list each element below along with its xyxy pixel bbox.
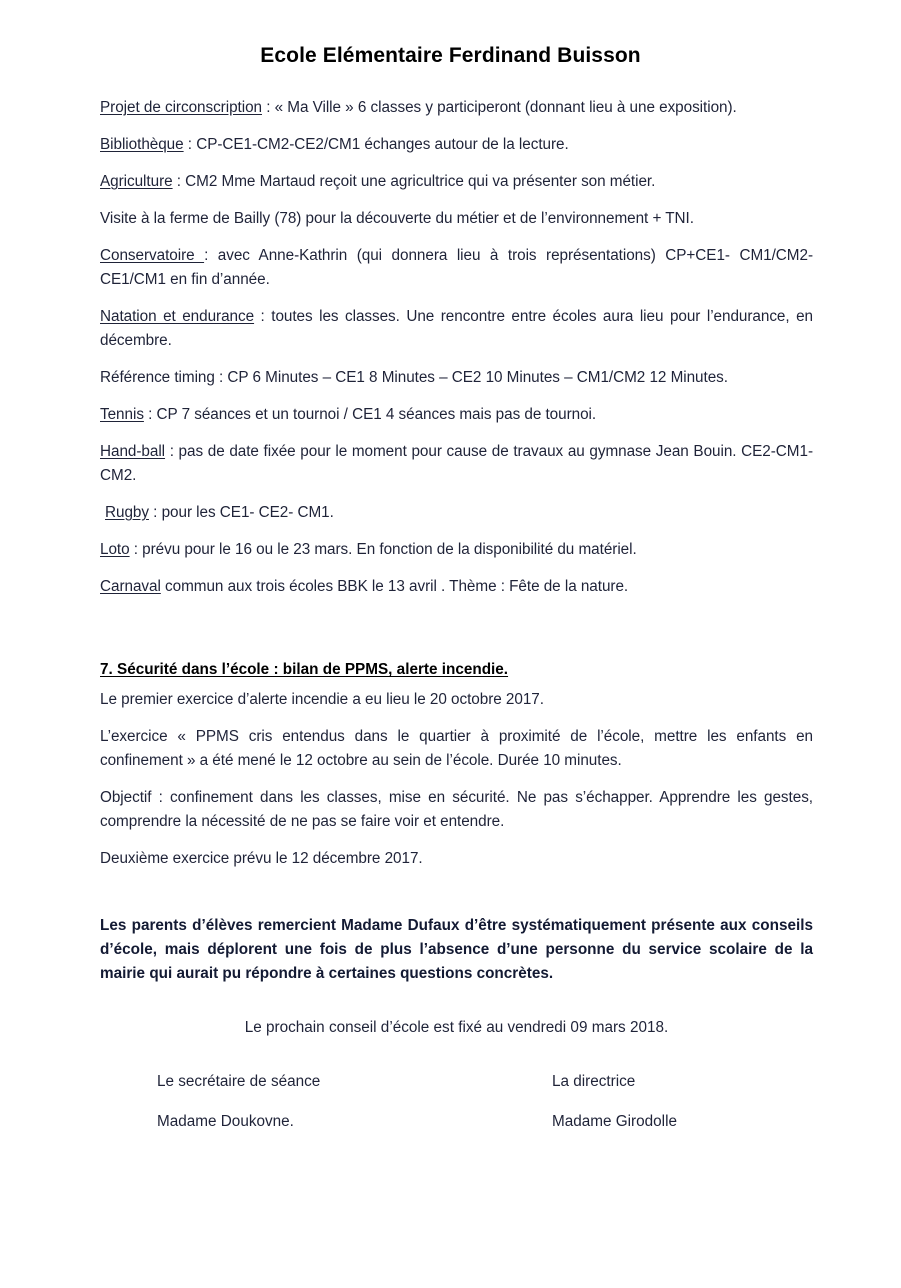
paragraph-rugby	[100, 501, 813, 525]
section-heading-securite: 7. Sécurité dans l’école : bilan de PPMS, alerte incendie.	[100, 661, 509, 678]
signature-role-director: La directrice	[552, 1073, 636, 1090]
paragraph-label: Rugby	[105, 504, 149, 521]
paragraph-agriculture	[100, 170, 813, 194]
paragraph-text: : CM2 Mme Martaud reçoit une agricultrice qui va présenter son métier.	[172, 173, 656, 190]
paragraph-text: Le premier exercice d’alerte incendie a eu lieu le 20 octobre 2017.	[100, 691, 544, 708]
paragraph-label: Tennis	[100, 406, 144, 423]
signature-names-row	[157, 1110, 757, 1134]
paragraph-text: : pour les CE1- CE2- CM1.	[148, 504, 334, 521]
paragraph-carnaval	[100, 575, 813, 599]
paragraph-text: Référence timing : CP 6 Minutes – CE1 8 Minutes – CE2 10 Minutes – CM1/CM2 12 Minutes.	[100, 369, 728, 386]
paragraph-remerciements-parents: Les parents d’élèves remercient Madame Dufaux d’être systématiquement présente aux conseils d’école, mais déplorent une fois de plus l’absence d’une personne du service scolaire de la mairie qui aurait pu répondre à certaines questions concrètes.	[100, 917, 813, 982]
next-meeting-line: Le prochain conseil d’école est fixé au vendredi 09 mars 2018.	[244, 1019, 669, 1036]
paragraph-label: Projet de circonscription	[100, 99, 262, 116]
signature-name-secretary: Madame Doukovne.	[157, 1113, 294, 1130]
signature-name-director: Madame Girodolle	[552, 1113, 677, 1130]
paragraph-reference-timing	[100, 366, 813, 390]
paragraph-deuxieme-exercice	[100, 847, 813, 871]
paragraph-text: : pas de date fixée pour le moment pour cause de travaux au gymnase Jean Bouin. CE2-CM1-CM2.	[100, 443, 813, 484]
paragraph-visite-ferme	[100, 207, 813, 231]
paragraph-text: Objectif : confinement dans les classes, mise en sécurité. Ne pas s’échapper. Apprendre les gestes, comprendre la nécessité de ne pas se faire voir et entendre.	[100, 789, 813, 830]
paragraph-text: : prévu pour le 16 ou le 23 mars. En fonction de la disponibilité du matériel.	[129, 541, 637, 558]
paragraph-text: : « Ma Ville » 6 classes y participeront (donnant lieu à une exposition).	[262, 99, 737, 116]
document-body	[100, 96, 813, 1040]
paragraph-loto	[100, 538, 813, 562]
signature-block	[157, 1070, 757, 1150]
paragraph-premier-exercice	[100, 688, 813, 712]
paragraph-text: commun aux trois écoles BBK le 13 avril . Thème : Fête de la nature.	[160, 578, 629, 595]
paragraph-label: Natation et endurance	[100, 308, 255, 325]
paragraph-label: Loto	[100, 541, 130, 558]
paragraph-conservatoire	[100, 244, 813, 292]
section-heading-wrap	[100, 658, 813, 682]
paragraph-text: : CP-CE1-CM2-CE2/CM1 échanges autour de la lecture.	[183, 136, 569, 153]
paragraph-label: Bibliothèque	[100, 136, 184, 153]
paragraph-text: : CP 7 séances et un tournoi / CE1 4 séances mais pas de tournoi.	[143, 406, 597, 423]
closing-spacer	[100, 884, 813, 914]
paragraph-natation-endurance	[100, 305, 813, 353]
page-title: Ecole Elémentaire Ferdinand Buisson	[260, 44, 641, 67]
paragraph-hand-ball	[100, 440, 813, 488]
paragraph-objectif	[100, 786, 813, 834]
section-spacer	[100, 612, 813, 658]
signature-roles-row	[157, 1070, 757, 1094]
paragraph-label: Carnaval	[100, 578, 161, 595]
paragraph-label: Hand-ball	[100, 443, 166, 460]
signature-role-secretary: Le secrétaire de séance	[157, 1073, 321, 1090]
paragraph-tennis	[100, 403, 813, 427]
paragraph-text: : avec Anne-Kathrin (qui donnera lieu à trois représentations) CP+CE1- CM1/CM2-CE1/CM1 en fin d’année.	[100, 247, 813, 288]
paragraph-text: : toutes les classes. Une rencontre entre écoles aura lieu pour l’endurance, en décembre.	[100, 308, 813, 349]
paragraph-label: Agriculture	[100, 173, 173, 190]
paragraph-text: Visite à la ferme de Bailly (78) pour la découverte du métier et de l’environnement + TNI.	[100, 210, 694, 227]
paragraph-text: Deuxième exercice prévu le 12 décembre 2017.	[100, 850, 423, 867]
paragraph-exercice-ppms	[100, 725, 813, 773]
paragraph-label: Conservatoire	[100, 247, 205, 264]
paragraph-text: L’exercice « PPMS cris entendus dans le quartier à proximité de l’école, mettre les enfants en confinement » a été mené le 12 octobre au sein de l’école. Durée 10 minutes.	[100, 728, 813, 769]
next-meeting-spacer	[100, 986, 813, 1016]
paragraph-bibliotheque	[100, 133, 813, 157]
paragraph-projet-de-circonscription	[100, 96, 813, 120]
